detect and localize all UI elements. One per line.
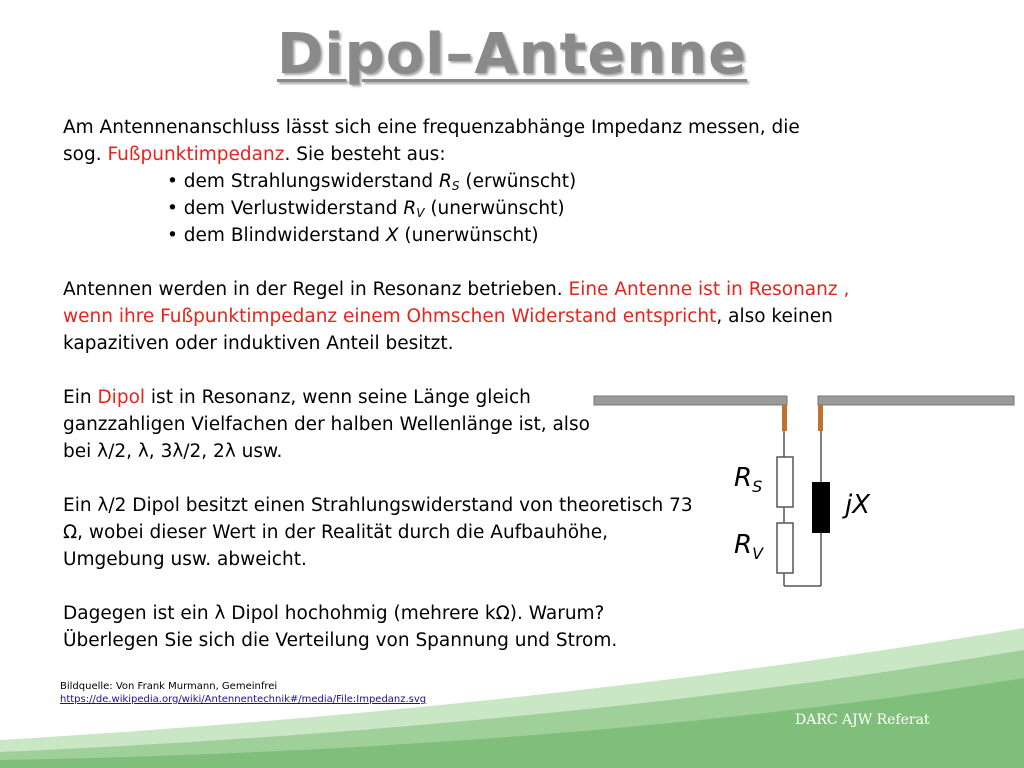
reactance-element xyxy=(812,482,830,533)
bullet-item: • dem Verlustwiderstand $R_V$ (unerwünscht) xyxy=(167,198,565,220)
footer-label: DARC AJW Referat xyxy=(795,712,930,728)
feed-terminal-right xyxy=(818,405,823,431)
bullet-item: • dem Blindwiderstand X (unerwünscht) xyxy=(167,225,539,246)
antenna-left-arm xyxy=(594,396,787,405)
image-credit: Bildquelle: Von Frank Murmann, Gemeinfrei https://de.wikipedia.org/wiki/Antennentechnik#/media/File:Impedanz.svg xyxy=(60,681,427,705)
dipole-paragraph: Ein Dipol ist in Resonanz, wenn seine Länge gleich ganzzahligen Vielfachen der halben Wellenlänge ist, also bei λ/2, λ, 3λ/2, 2λ usw. xyxy=(63,387,590,462)
radiation-resistor xyxy=(777,457,793,507)
intro-line-2: sog. Fußpunktimpedanz. Sie besteht aus: xyxy=(63,144,446,165)
resonance-definition: Eine Antenne ist in Resonanz , wenn ihre Fußpunktimpedanz einem Ohmschen Widerstand entspricht xyxy=(63,279,850,327)
page-title: Dipol–Antenne xyxy=(276,22,748,87)
jx-label: jX xyxy=(845,490,871,520)
half-wave-paragraph: Ein λ/2 Dipol besitzt einen Strahlungswiderstand von theoretisch 73 Ω, wobei dieser Wert in der Realität durch die Aufbauhöhe, Umgebung usw. abweicht. xyxy=(63,495,693,570)
question-paragraph: Dagegen ist ein λ Dipol hochohmig (mehrere kΩ). Warum? Überlegen Sie sich die Verteilung von Spannung und Strom. xyxy=(63,603,618,651)
feed-terminal-left xyxy=(782,405,787,431)
loss-resistor xyxy=(777,523,793,573)
rs-label: $R_S$ xyxy=(734,463,763,496)
dipole-term: Dipol xyxy=(97,387,146,408)
credit-link[interactable]: https://de.wikipedia.org/wiki/Antennentechnik#/media/File:Impedanz.svg xyxy=(60,694,427,705)
bullet-item: • dem Strahlungswiderstand $R_S$ (erwünscht) xyxy=(167,171,577,193)
resonance-paragraph: Antennen werden in der Regel in Resonanz betrieben. Eine Antenne ist in Resonanz , wenn ihre Fußpunktimpedanz einem Ohmschen Widerstand entspricht, also keinen kapazitiven oder induktiven Anteil besitzt. xyxy=(63,279,850,354)
rv-label: $R_V$ xyxy=(734,530,764,563)
antenna-right-arm xyxy=(818,396,1014,405)
intro-line-1: Am Antennenanschluss lässt sich eine frequenzabhänge Impedanz messen, die xyxy=(63,117,800,138)
footpoint-impedance-term: Fußpunktimpedanz xyxy=(107,144,285,165)
